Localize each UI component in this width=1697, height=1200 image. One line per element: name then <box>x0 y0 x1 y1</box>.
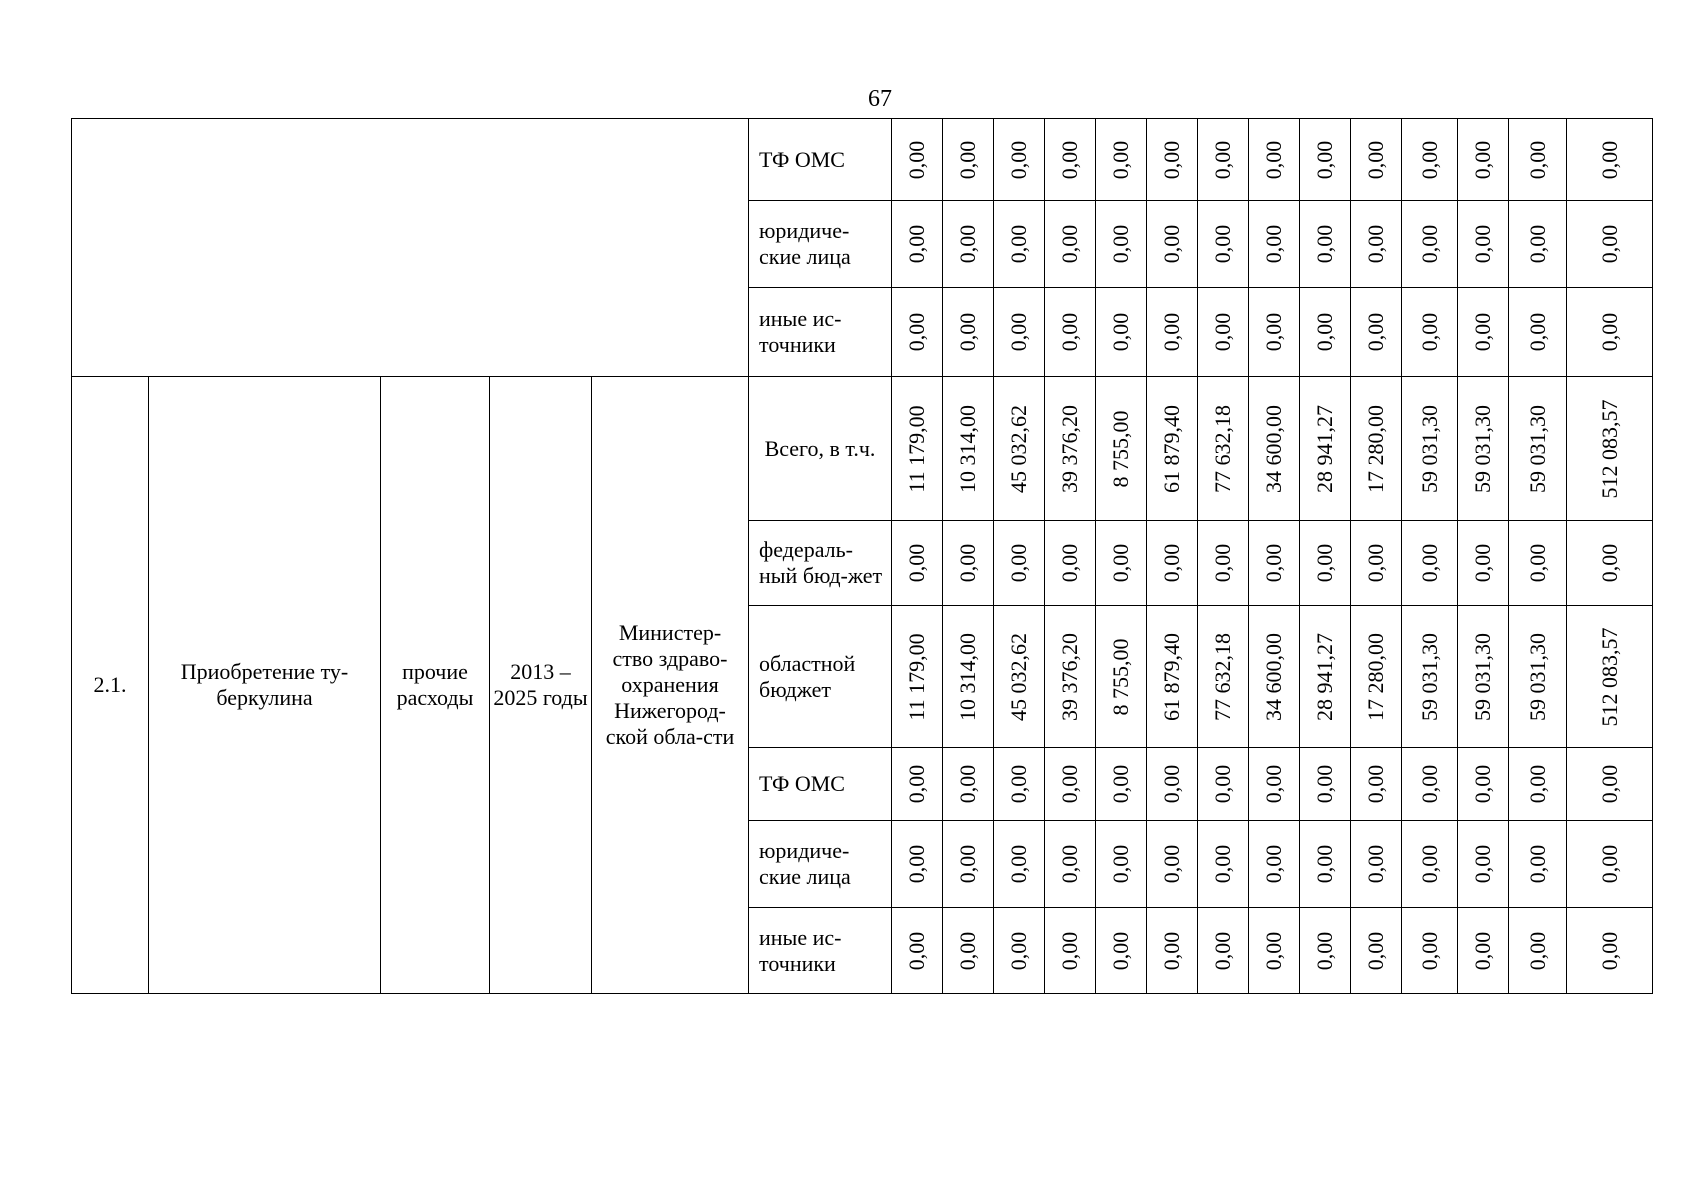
value-text: 0,00 <box>1006 140 1032 179</box>
value-cell <box>1458 521 1509 606</box>
value-text: 0,00 <box>1416 931 1442 970</box>
value-cell <box>1402 521 1458 606</box>
value-text: 8 755,00 <box>1108 410 1134 487</box>
value-text: 0,00 <box>904 931 930 970</box>
value-cell <box>1147 521 1198 606</box>
value-cell <box>943 119 994 201</box>
value-text: 61 879,40 <box>1159 404 1185 493</box>
value-text: 8 755,00 <box>1108 638 1134 715</box>
value-cell <box>1045 377 1096 521</box>
value-text: 0,00 <box>1416 312 1442 352</box>
value-cell <box>1096 748 1147 821</box>
value-cell <box>1300 119 1351 201</box>
value-text: 0,00 <box>1363 543 1389 583</box>
value-text: 0,00 <box>1312 931 1338 970</box>
value-text: 0,00 <box>1108 764 1134 804</box>
value-text: 0,00 <box>1210 312 1236 352</box>
value-text: 17 280,00 <box>1363 404 1389 493</box>
value-text: 39 376,20 <box>1057 632 1083 721</box>
value-text: 0,00 <box>1108 931 1134 970</box>
value-text: 0,00 <box>1596 312 1622 352</box>
value-cell <box>1567 288 1653 377</box>
value-text: 0,00 <box>1261 931 1287 970</box>
value-cell <box>1509 377 1567 521</box>
value-cell <box>1509 748 1567 821</box>
value-text: 0,00 <box>1210 224 1236 264</box>
value-cell <box>1567 821 1653 908</box>
value-text: 0,00 <box>1006 224 1032 264</box>
value-cell <box>1567 119 1653 201</box>
value-cell <box>1458 201 1509 288</box>
value-cell <box>1096 821 1147 908</box>
value-text: 34 600,00 <box>1261 404 1287 493</box>
value-text: 0,00 <box>1416 543 1442 583</box>
value-text: 0,00 <box>1363 764 1389 804</box>
value-text: 0,00 <box>904 224 930 264</box>
value-cell <box>1096 606 1147 748</box>
value-cell <box>892 908 943 994</box>
value-cell <box>994 201 1045 288</box>
value-text: 0,00 <box>1363 224 1389 264</box>
value-text: 0,00 <box>1416 764 1442 804</box>
value-text: 0,00 <box>1159 140 1185 179</box>
value-cell <box>1045 821 1096 908</box>
value-cell <box>1351 748 1402 821</box>
value-cell <box>1249 201 1300 288</box>
value-cell <box>1509 821 1567 908</box>
value-cell <box>1096 377 1147 521</box>
value-text: 11 179,00 <box>904 404 930 493</box>
page-number: 67 <box>868 86 892 112</box>
value-text: 0,00 <box>1470 931 1496 970</box>
value-cell <box>1045 288 1096 377</box>
value-cell <box>1249 288 1300 377</box>
value-cell <box>994 288 1045 377</box>
value-cell <box>1045 521 1096 606</box>
funding-source-cell: ТФ ОМС <box>749 748 892 821</box>
value-text: 0,00 <box>1057 312 1083 352</box>
value-text: 34 600,00 <box>1261 632 1287 721</box>
value-text: 512 083,57 <box>1596 627 1622 726</box>
value-text: 77 632,18 <box>1210 632 1236 721</box>
value-text: 0,00 <box>1312 764 1338 804</box>
value-text: 0,00 <box>1108 543 1134 583</box>
value-text: 0,00 <box>1416 140 1442 179</box>
value-text: 0,00 <box>1524 844 1550 884</box>
value-cell <box>1300 521 1351 606</box>
value-cell <box>994 748 1045 821</box>
value-cell <box>1458 821 1509 908</box>
executor-cell: Министер-ство здраво-охранения Нижегород-ской обла-сти <box>592 377 749 994</box>
value-cell <box>1351 377 1402 521</box>
value-cell <box>994 119 1045 201</box>
value-cell <box>1249 119 1300 201</box>
value-cell <box>1198 288 1249 377</box>
value-text: 45 032,62 <box>1006 404 1032 493</box>
value-text: 0,00 <box>1524 543 1550 583</box>
value-text: 0,00 <box>1159 224 1185 264</box>
continued-blank-cell <box>72 119 749 377</box>
value-cell <box>1567 521 1653 606</box>
value-text: 59 031,30 <box>1470 632 1496 721</box>
value-cell <box>1198 748 1249 821</box>
value-text: 0,00 <box>1363 140 1389 179</box>
value-text: 0,00 <box>1596 224 1622 264</box>
value-text: 0,00 <box>1470 312 1496 352</box>
value-text: 28 941,27 <box>1312 404 1338 493</box>
value-text: 17 280,00 <box>1363 632 1389 721</box>
value-cell <box>892 377 943 521</box>
value-cell <box>994 377 1045 521</box>
value-text: 0,00 <box>955 140 981 179</box>
value-cell <box>1096 119 1147 201</box>
value-text: 59 031,30 <box>1416 404 1442 493</box>
value-cell <box>943 288 994 377</box>
funding-source-cell: ТФ ОМС <box>749 119 892 201</box>
value-cell <box>943 821 994 908</box>
value-cell <box>1351 908 1402 994</box>
table-row <box>72 119 1653 201</box>
value-cell <box>1300 288 1351 377</box>
value-cell <box>1096 908 1147 994</box>
value-cell <box>1300 908 1351 994</box>
value-cell <box>1249 377 1300 521</box>
value-cell <box>892 288 943 377</box>
value-text: 0,00 <box>1108 140 1134 179</box>
value-text: 0,00 <box>1210 931 1236 970</box>
value-text: 0,00 <box>1596 543 1622 583</box>
value-text: 0,00 <box>1159 312 1185 352</box>
value-text: 0,00 <box>904 140 930 179</box>
value-cell <box>892 748 943 821</box>
value-cell <box>1300 606 1351 748</box>
value-text: 0,00 <box>904 543 930 583</box>
item-number-cell: 2.1. <box>72 377 149 994</box>
value-text: 10 314,00 <box>955 404 981 493</box>
value-text: 0,00 <box>1312 224 1338 264</box>
value-cell <box>892 821 943 908</box>
value-cell <box>1096 521 1147 606</box>
value-text: 0,00 <box>1057 931 1083 970</box>
value-text: 0,00 <box>1312 844 1338 884</box>
value-cell <box>1147 821 1198 908</box>
value-cell <box>1300 377 1351 521</box>
value-text: 0,00 <box>955 543 981 583</box>
funding-source-cell: областной бюджет <box>749 606 892 748</box>
value-text: 0,00 <box>1470 764 1496 804</box>
value-text: 0,00 <box>1108 224 1134 264</box>
value-cell <box>1045 606 1096 748</box>
value-cell <box>1402 288 1458 377</box>
value-text: 0,00 <box>1524 224 1550 264</box>
value-cell <box>1147 606 1198 748</box>
value-cell <box>1249 748 1300 821</box>
value-cell <box>1351 521 1402 606</box>
value-cell <box>1198 119 1249 201</box>
value-cell <box>1147 377 1198 521</box>
value-cell <box>1147 119 1198 201</box>
value-cell <box>1300 821 1351 908</box>
value-text: 59 031,30 <box>1524 404 1550 493</box>
value-cell <box>1509 606 1567 748</box>
value-text: 0,00 <box>1470 140 1496 179</box>
value-text: 0,00 <box>955 931 981 970</box>
value-cell <box>1567 201 1653 288</box>
funding-source-cell: Всего, в т.ч. <box>749 377 892 521</box>
value-text: 0,00 <box>1261 140 1287 179</box>
value-cell <box>1045 119 1096 201</box>
value-cell <box>1198 821 1249 908</box>
value-text: 0,00 <box>1312 543 1338 583</box>
value-cell <box>1509 908 1567 994</box>
value-cell <box>943 377 994 521</box>
value-cell <box>1458 908 1509 994</box>
value-text: 0,00 <box>1470 543 1496 583</box>
value-text: 39 376,20 <box>1057 404 1083 493</box>
value-cell <box>1198 606 1249 748</box>
value-cell <box>1458 748 1509 821</box>
value-cell <box>1147 908 1198 994</box>
value-text: 0,00 <box>1057 543 1083 583</box>
value-cell <box>1509 288 1567 377</box>
value-text: 0,00 <box>1057 224 1083 264</box>
value-text: 0,00 <box>1159 931 1185 970</box>
value-text: 0,00 <box>904 764 930 804</box>
value-text: 0,00 <box>1210 764 1236 804</box>
value-text: 0,00 <box>1596 764 1622 804</box>
value-cell <box>1351 201 1402 288</box>
value-cell <box>1147 288 1198 377</box>
value-text: 0,00 <box>1363 844 1389 884</box>
value-cell <box>943 606 994 748</box>
item-name-cell: Приобретение ту-беркулина <box>149 377 381 994</box>
value-cell <box>1198 377 1249 521</box>
value-cell <box>1249 521 1300 606</box>
value-text: 0,00 <box>1261 312 1287 352</box>
value-text: 0,00 <box>1524 140 1550 179</box>
value-cell <box>1402 821 1458 908</box>
value-text: 0,00 <box>1210 140 1236 179</box>
value-cell <box>1045 748 1096 821</box>
value-cell <box>1402 908 1458 994</box>
value-text: 0,00 <box>1006 931 1032 970</box>
value-text: 0,00 <box>1006 543 1032 583</box>
funding-source-cell: федераль-ный бюд-жет <box>749 521 892 606</box>
value-cell <box>1567 908 1653 994</box>
value-cell <box>994 521 1045 606</box>
value-text: 0,00 <box>1416 844 1442 884</box>
value-cell <box>1402 606 1458 748</box>
value-text: 0,00 <box>1596 931 1622 970</box>
value-cell <box>1351 821 1402 908</box>
value-cell <box>892 521 943 606</box>
value-text: 0,00 <box>1312 312 1338 352</box>
value-text: 0,00 <box>1159 844 1185 884</box>
value-text: 0,00 <box>1363 931 1389 970</box>
value-text: 0,00 <box>1261 764 1287 804</box>
value-cell <box>1351 119 1402 201</box>
funding-source-cell: юридиче-ские лица <box>749 821 892 908</box>
value-text: 0,00 <box>1108 844 1134 884</box>
value-text: 10 314,00 <box>955 632 981 721</box>
value-text: 0,00 <box>904 312 930 352</box>
value-text: 0,00 <box>1596 140 1622 179</box>
value-cell <box>994 821 1045 908</box>
value-text: 512 083,57 <box>1596 399 1622 498</box>
value-cell <box>1300 201 1351 288</box>
value-cell <box>892 606 943 748</box>
value-cell <box>1458 288 1509 377</box>
value-cell <box>1249 908 1300 994</box>
value-cell <box>1402 119 1458 201</box>
value-text: 0,00 <box>1210 543 1236 583</box>
funding-source-cell: иные ис-точники <box>749 908 892 994</box>
value-text: 0,00 <box>955 224 981 264</box>
value-cell <box>1458 377 1509 521</box>
value-cell <box>943 201 994 288</box>
value-text: 11 179,00 <box>904 632 930 721</box>
value-cell <box>943 521 994 606</box>
value-text: 0,00 <box>1210 844 1236 884</box>
value-text: 0,00 <box>955 312 981 352</box>
period-cell: 2013 – 2025 годы <box>490 377 592 994</box>
value-text: 0,00 <box>1006 764 1032 804</box>
value-cell <box>943 908 994 994</box>
value-text: 0,00 <box>1596 844 1622 884</box>
value-text: 0,00 <box>1261 543 1287 583</box>
value-text: 0,00 <box>1057 140 1083 179</box>
value-text: 0,00 <box>1312 140 1338 179</box>
value-text: 0,00 <box>1261 224 1287 264</box>
value-cell <box>1567 748 1653 821</box>
value-cell <box>994 908 1045 994</box>
value-cell <box>892 119 943 201</box>
value-cell <box>1509 201 1567 288</box>
value-cell <box>1198 521 1249 606</box>
value-cell <box>1249 606 1300 748</box>
value-cell <box>1147 748 1198 821</box>
value-text: 0,00 <box>955 844 981 884</box>
value-text: 0,00 <box>1363 312 1389 352</box>
value-cell <box>1351 288 1402 377</box>
value-cell <box>1458 606 1509 748</box>
value-text: 0,00 <box>1006 312 1032 352</box>
value-cell <box>1567 606 1653 748</box>
value-text: 61 879,40 <box>1159 632 1185 721</box>
value-cell <box>1096 288 1147 377</box>
value-text: 0,00 <box>1057 844 1083 884</box>
value-text: 0,00 <box>1006 844 1032 884</box>
expense-type-cell: прочие расходы <box>381 377 490 994</box>
value-text: 0,00 <box>1261 844 1287 884</box>
value-text: 0,00 <box>1470 224 1496 264</box>
value-cell <box>892 201 943 288</box>
value-text: 28 941,27 <box>1312 632 1338 721</box>
funding-source-cell: иные ис-точники <box>749 288 892 377</box>
value-text: 59 031,30 <box>1416 632 1442 721</box>
value-text: 0,00 <box>955 764 981 804</box>
value-cell <box>1458 119 1509 201</box>
value-cell <box>1509 521 1567 606</box>
value-cell <box>1045 908 1096 994</box>
value-text: 59 031,30 <box>1470 404 1496 493</box>
value-cell <box>1402 748 1458 821</box>
table-row <box>72 377 1653 521</box>
value-cell <box>1402 377 1458 521</box>
value-cell <box>1198 908 1249 994</box>
value-cell <box>1147 201 1198 288</box>
value-text: 59 031,30 <box>1524 632 1550 721</box>
value-cell <box>1198 201 1249 288</box>
value-cell <box>1045 201 1096 288</box>
value-text: 0,00 <box>1470 844 1496 884</box>
value-cell <box>1402 201 1458 288</box>
value-text: 0,00 <box>1159 543 1185 583</box>
financing-table <box>71 118 1653 994</box>
value-text: 0,00 <box>1524 312 1550 352</box>
funding-source-cell: юридиче-ские лица <box>749 201 892 288</box>
value-text: 0,00 <box>1108 312 1134 352</box>
value-cell <box>1509 119 1567 201</box>
value-cell <box>1351 606 1402 748</box>
value-cell <box>1096 201 1147 288</box>
value-text: 0,00 <box>1159 764 1185 804</box>
value-cell <box>1300 748 1351 821</box>
value-cell <box>1567 377 1653 521</box>
value-text: 0,00 <box>1524 931 1550 970</box>
value-text: 45 032,62 <box>1006 632 1032 721</box>
value-cell <box>943 748 994 821</box>
value-text: 77 632,18 <box>1210 404 1236 493</box>
value-cell <box>994 606 1045 748</box>
value-cell <box>1249 821 1300 908</box>
value-text: 0,00 <box>1057 764 1083 804</box>
value-text: 0,00 <box>1416 224 1442 264</box>
value-text: 0,00 <box>1524 764 1550 804</box>
value-text: 0,00 <box>904 844 930 884</box>
